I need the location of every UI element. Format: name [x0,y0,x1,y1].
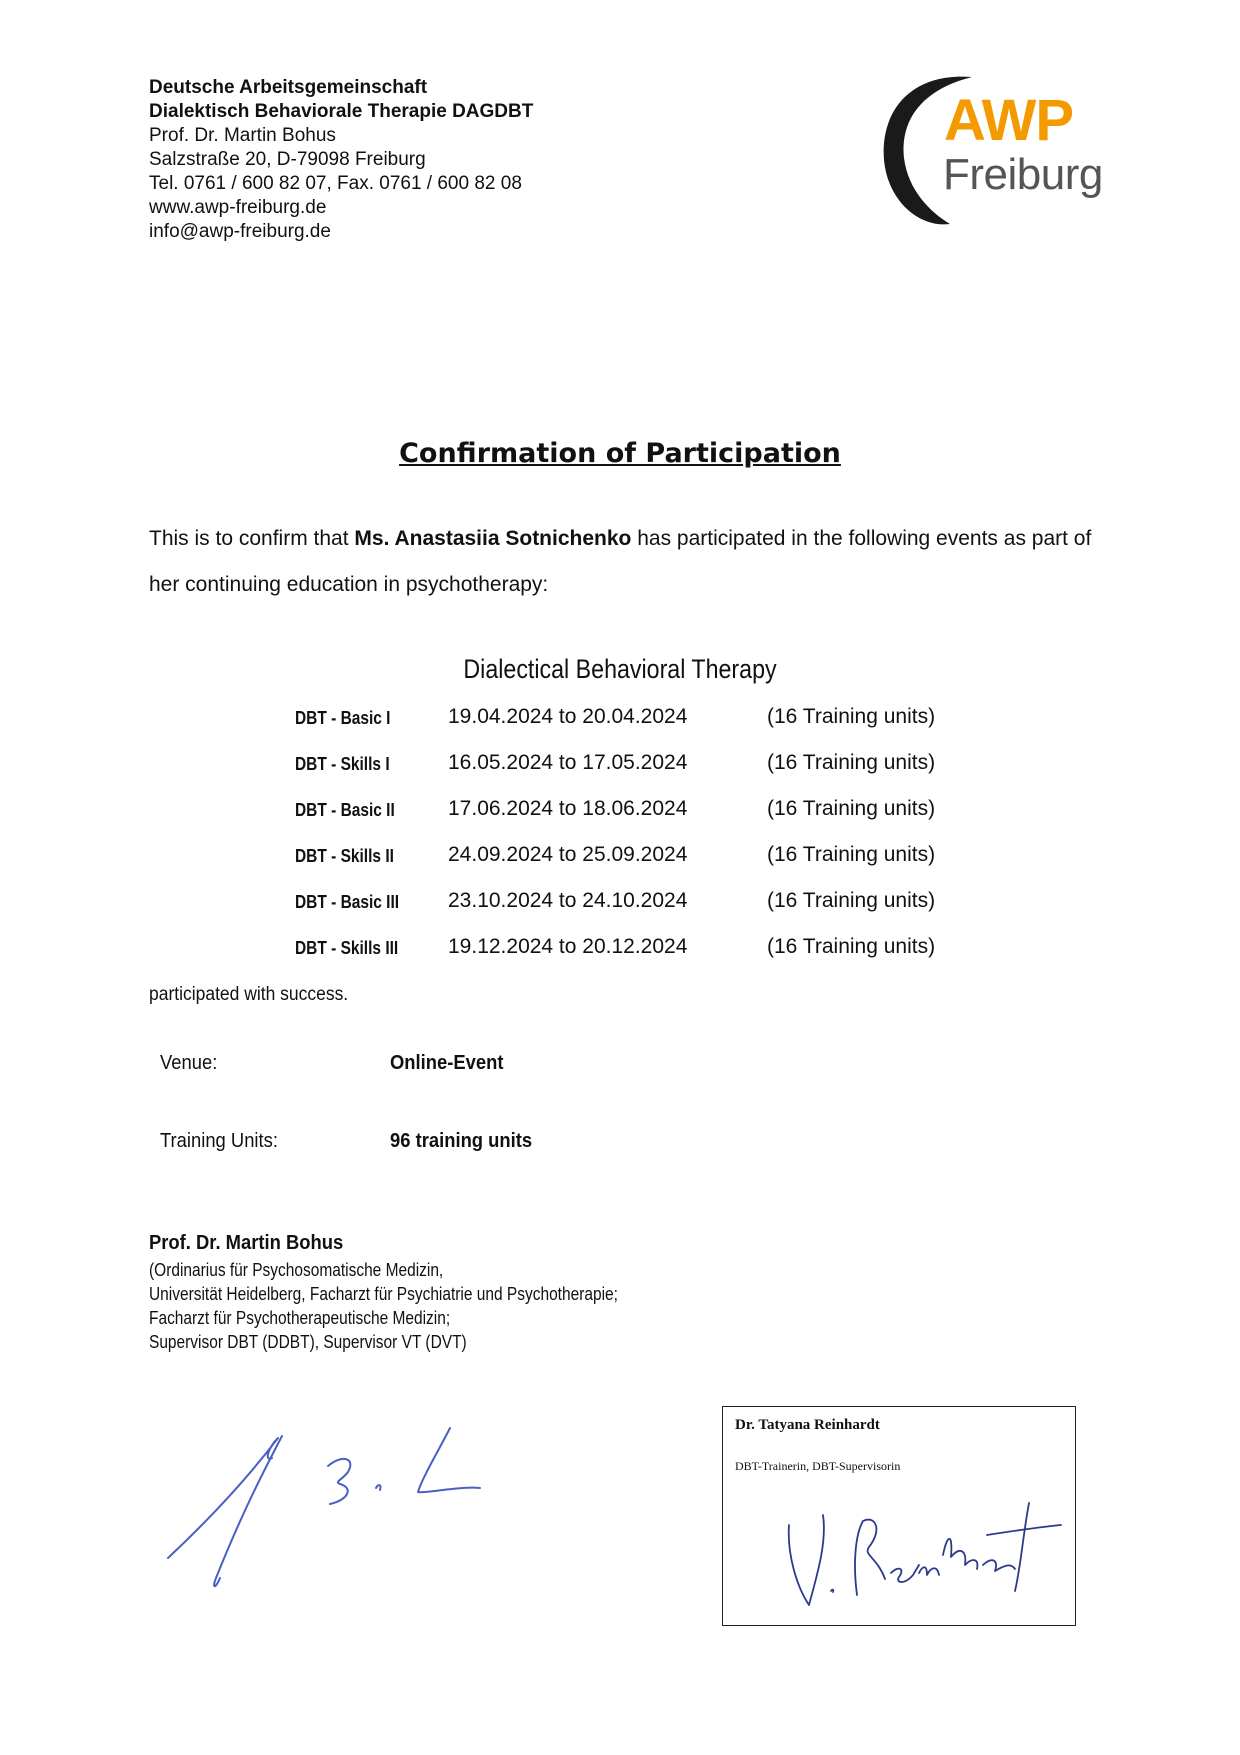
intro-prefix: This is to confirm that [149,527,355,550]
credentials-line: Supervisor DBT (DDBT), Supervisor VT (DVT) [149,1332,467,1352]
event-name: DBT - Skills I [295,754,390,774]
event-row [295,744,995,790]
org-address: Salzstraße 20, D-79098 Freiburg [149,149,426,170]
intro-suffix: has participated in the following events as part of her continuing education in psychotherapy: [149,527,1092,596]
intro-paragraph [149,516,1109,608]
event-units: (16 Training units) [767,751,936,774]
organization-header [149,76,533,244]
event-row [295,882,995,928]
event-name: DBT - Basic I [295,708,391,728]
page-title: Confirmation of Participation [399,438,841,469]
training-units-value: 96 training units [390,1130,533,1152]
venue-label: Venue: [160,1052,218,1074]
event-units: (16 Training units) [767,935,936,958]
venue-value: Online-Event [390,1052,504,1074]
training-units-label: Training Units: [160,1130,278,1152]
credentials-line: (Ordinarius für Psychosomatische Medizin, [149,1260,444,1280]
program-subtitle: Dialectical Behavioral Therapy [463,654,777,684]
event-dates: 16.05.2024 to 17.05.2024 [448,751,688,774]
event-name: DBT - Basic II [295,800,395,820]
event-dates: 19.12.2024 to 20.12.2024 [448,935,688,958]
event-dates: 23.10.2024 to 24.10.2024 [448,889,688,912]
event-dates: 17.06.2024 to 18.06.2024 [448,797,688,820]
bohus-signature-icon [160,1418,500,1608]
logo-awp-text: AWP [944,88,1074,153]
event-row [295,928,995,974]
event-units: (16 Training units) [767,843,936,866]
org-website: www.awp-freiburg.de [149,197,327,218]
stamp-role: DBT-Trainerin, DBT-Supervisorin [735,1459,901,1473]
reinhardt-signature-icon [783,1495,1063,1615]
event-name: DBT - Skills III [295,938,399,958]
event-row [295,836,995,882]
credentials-line: Facharzt für Psychotherapeutische Medizin; [149,1308,451,1328]
awp-logo [880,72,1125,230]
event-name: DBT - Skills II [295,846,394,866]
org-email: info@awp-freiburg.de [149,221,331,242]
org-phone: Tel. 0761 / 600 82 07, Fax. 0761 / 600 82 08 [149,173,522,194]
event-dates: 24.09.2024 to 25.09.2024 [448,843,688,866]
credentials-line: Universität Heidelberg, Facharzt für Psychiatrie und Psychotherapie; [149,1284,618,1304]
org-name-line1: Deutsche Arbeitsgemeinschaft [149,77,428,98]
participant-name: Ms. Anastasiia Sotnichenko [354,527,632,550]
org-contact-person: Prof. Dr. Martin Bohus [149,125,336,146]
event-dates: 19.04.2024 to 20.04.2024 [448,705,688,728]
event-row [295,790,995,836]
success-note: participated with success. [149,984,349,1005]
stamp-name: Dr. Tatyana Reinhardt [735,1417,880,1433]
event-units: (16 Training units) [767,797,936,820]
event-units: (16 Training units) [767,889,936,912]
org-name-line2: Dialektisch Behaviorale Therapie DAGDBT [149,101,534,122]
signatory-name: Prof. Dr. Martin Bohus [149,1232,344,1254]
logo-freiburg-text: Freiburg [943,150,1103,199]
reinhardt-stamp [722,1406,1076,1626]
signatory-credentials [149,1258,618,1354]
event-name: DBT - Basic III [295,892,400,912]
events-list [295,698,995,974]
event-row [295,698,995,744]
event-units: (16 Training units) [767,705,936,728]
